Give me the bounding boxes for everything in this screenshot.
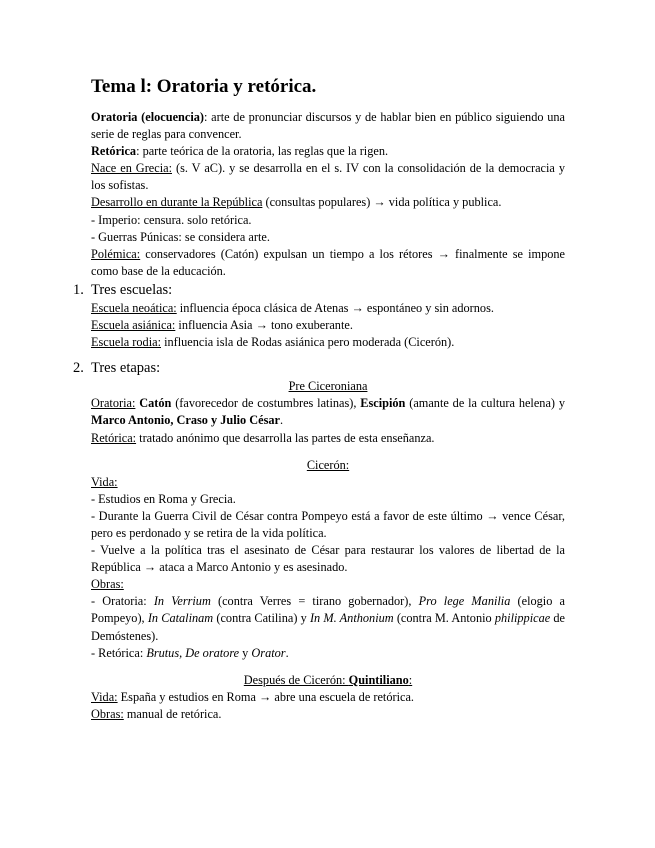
section-2-heading: 2. Tres etapas: [73,360,161,377]
pre-oratoria: Oratoria: Catón (favorecedor de costumbres latinas), Escipión (amante de la cultura helena) y Marco Antonio, Craso y Julio César. [91,396,566,428]
escuela-item: Escuela rodia: influencia isla de Rodas asiánica pero moderada (Cicerón). [91,335,455,350]
post-obras: Obras: manual de retórica. [91,706,222,721]
post-vida: Vida: España y estudios en Roma → abre una escuela de retórica. [91,689,414,704]
escuela-item: Escuela asiánica: influencia Asia → tono exuberante. [91,318,353,333]
nace-grecia: Nace en Grecia: (s. V aC). y se desarrolla en el s. IV con la consolidación de la democracia y los sofistas. [91,161,565,193]
retorica-definition: Retórica: parte teórica de la oratoria, las reglas que la rigen. [91,144,389,159]
spacer [91,662,565,672]
pre-ciceroniana-title: Pre Ciceroniana [288,379,368,394]
oratoria-term: Oratoria (elocuencia) [91,110,204,124]
pre-retorica: Retórica: tratado anónimo que desarrolla las partes de esta enseñanza. [91,430,435,445]
spacer [91,351,565,358]
post-ciceron-title: Después de Cicerón: Quintiliano: [243,672,413,687]
oratoria-definition: Oratoria (elocuencia): arte de pronunciar discursos y de hablar bien en público siguiendo una serie de reglas para convencer. [91,110,565,142]
nace-label: Nace en Grecia: [91,161,172,176]
page-title: Tema l: Oratoria y retórica. [91,76,317,97]
desarrollo-label: Desarrollo en durante la República [91,195,263,210]
document-page [73,74,566,723]
ciceron-vida-item: - Estudios en Roma y Grecia. [91,491,236,506]
guerras-item: - Guerras Púnicas: se considera arte. [91,229,270,244]
polemica-label: Polémica: [91,246,141,261]
spacer [91,447,565,457]
ciceron-title: Cicerón: [306,457,350,472]
polemica: Polémica: conservadores (Catón) expulsan un tiempo a los rétores → finalmente se impone como base de la educación. [91,246,565,278]
section-2-number: 2. [73,360,84,377]
retorica-term: Retórica [91,144,137,159]
ciceron-vida-item: - Durante la Guerra Civil de César contra Pompeyo está a favor de este último → vence César, pero es perdonado y se retira de la vida política. [91,508,565,540]
ciceron-obras-label: Obras: [91,577,124,592]
desarrollo-republica: Desarrollo en durante la República (consultas populares) → vida política y publica. [91,195,502,210]
ciceron-obras-retorica: - Retórica: Brutus, De oratore y Orator. [91,645,289,660]
imperio-item: - Imperio: censura. solo retórica. [91,212,252,227]
ciceron-obras-oratoria: - Oratoria: In Verrium (contra Verres = tirano gobernador), Pro lege Manilia (elogio a Pompeyo), In Catalinam (contra Catilina) y In M. Anthonium (contra M. Antonio philippicae de Demóstenes). [91,594,565,643]
section-1-heading: 1. Tres escuelas: [73,281,173,298]
escuela-item: Escuela neoática: influencia época clásica de Atenas → espontáneo y sin adornos. [91,300,494,315]
ciceron-vida-label: Vida: [91,474,118,489]
section-1-number: 1. [73,281,84,298]
ciceron-vida-item: - Vuelve a la política tras el asesinato de César para restaurar los valores de libertad de la República → ataca a Marco Antonio y es asesinado. [91,543,565,575]
